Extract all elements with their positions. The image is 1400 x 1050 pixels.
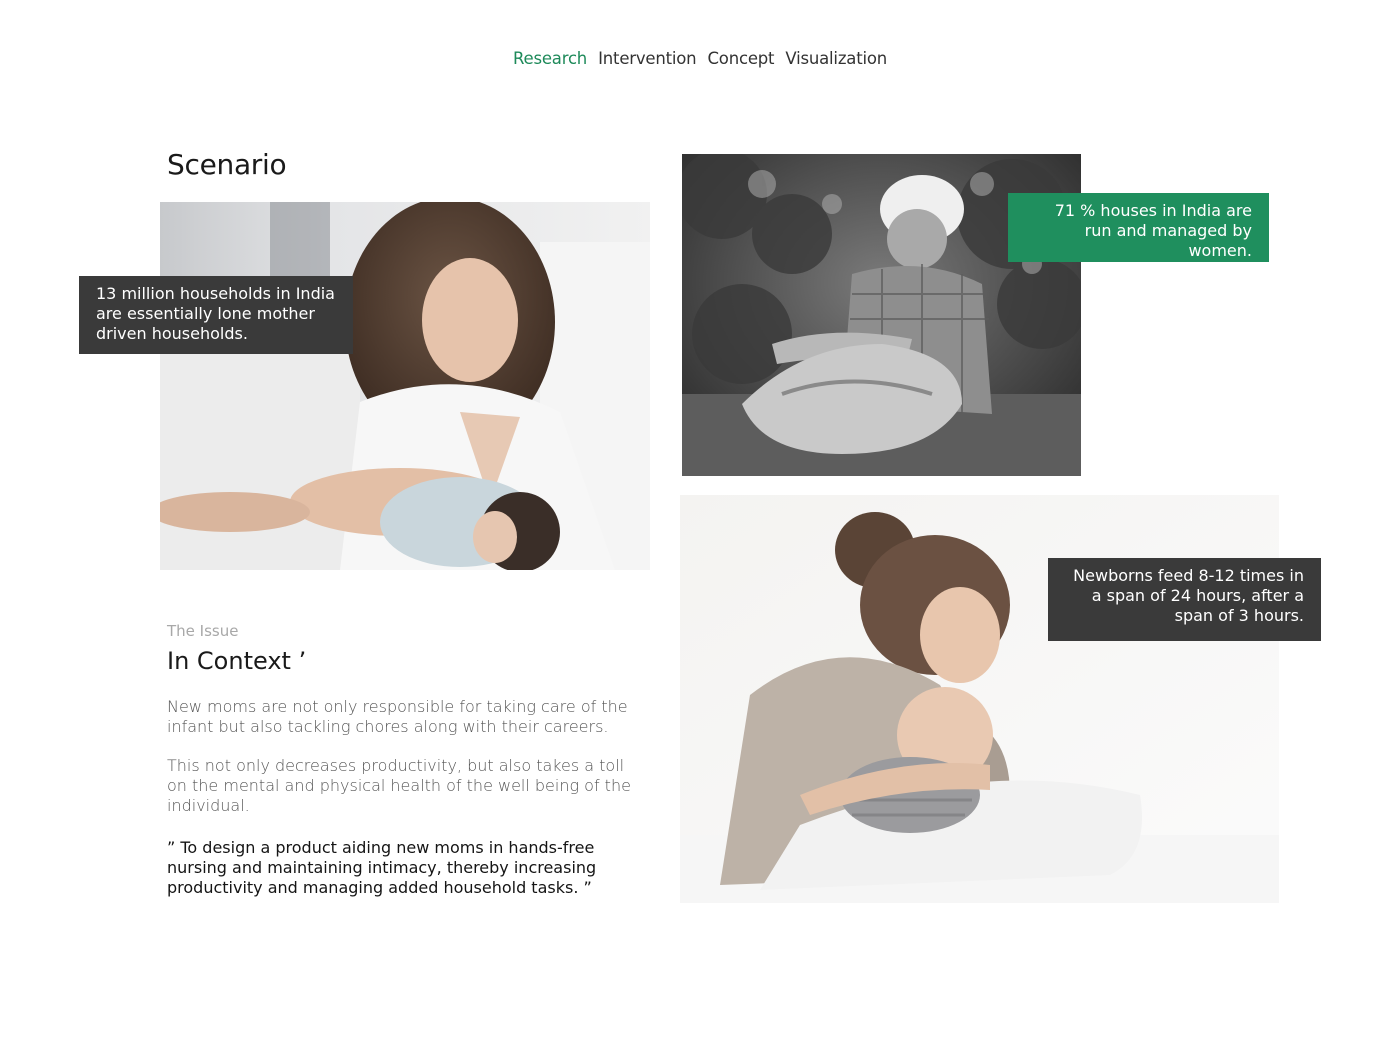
issue-eyebrow: The Issue	[167, 622, 239, 640]
scenario-heading: Scenario	[167, 148, 287, 181]
nav-research[interactable]: Research	[512, 49, 588, 68]
nav-intervention[interactable]: Intervention	[598, 49, 697, 68]
callout-newborn-feeding: Newborns feed 8-12 times in a span of 24 hours, after a span of 3 hours.	[1048, 558, 1321, 641]
photo-mother-kissing-baby	[680, 495, 1279, 903]
photo-mother-nursing-sofa	[160, 202, 650, 570]
issue-paragraph-2: This not only decreases productivity, but also takes a toll on the mental and physical health of the well being of the individual.	[167, 756, 631, 815]
context-heading: In Context ’	[167, 647, 307, 675]
section-nav	[0, 49, 1400, 68]
issue-paragraph-1: New moms are not only responsible for taking care of the infant but also tackling chores along with their careers.	[167, 697, 628, 736]
nav-visualization[interactable]: Visualization	[785, 49, 887, 68]
callout-women-run-houses: 71 % houses in India are run and managed by women.	[1008, 193, 1269, 262]
nav-concept[interactable]: Concept	[707, 49, 775, 68]
design-statement: ” To design a product aiding new moms in hands-free nursing and maintaining intimacy, thereby increasing productivity and managing added household tasks. ”	[167, 838, 597, 897]
callout-lone-mother-households: 13 million households in India are essentially lone mother driven households.	[79, 276, 353, 354]
